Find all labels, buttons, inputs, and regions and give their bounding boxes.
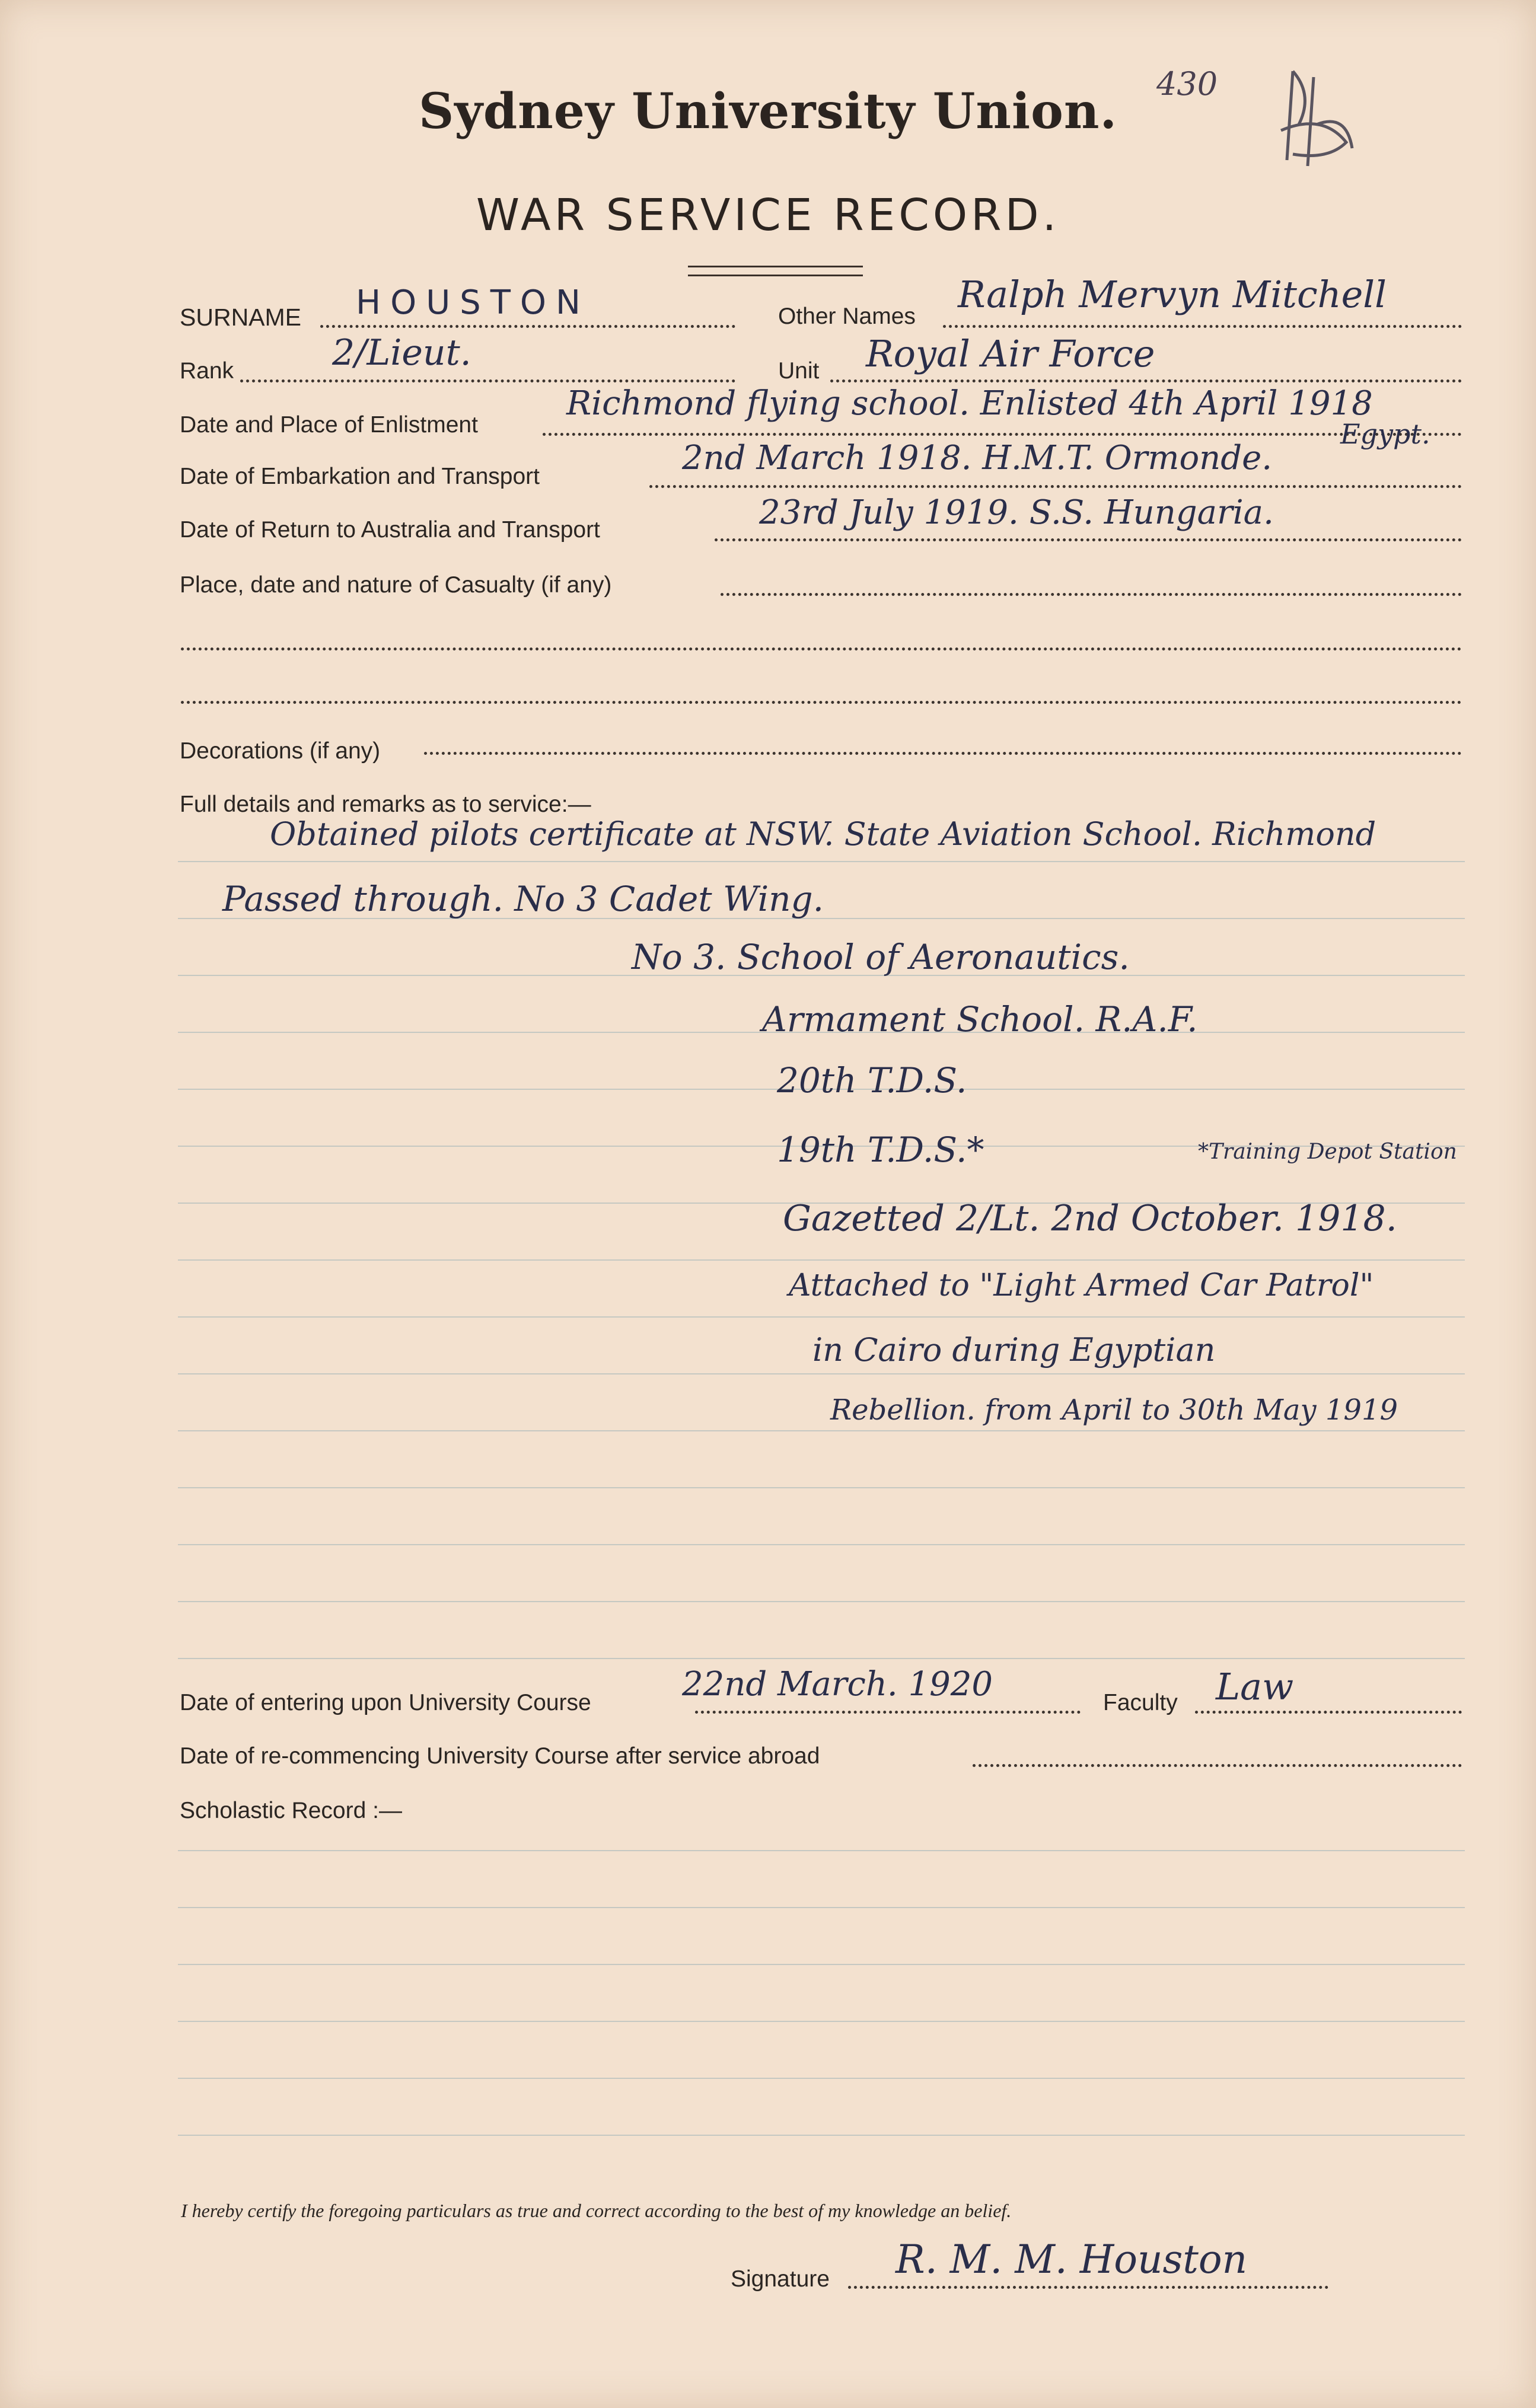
enlistment-value: Richmond flying school. Enlisted 4th April 1918: [566, 384, 1373, 423]
title-rule: [688, 266, 863, 276]
remarks-line: Armament School. R.A.F.: [762, 999, 1198, 1039]
university-course-label: Date of entering upon University Course: [180, 1690, 591, 1715]
ruled-line: [178, 1316, 1465, 1318]
casualty-label: Place, date and nature of Casualty (if any): [180, 572, 612, 598]
ruled-line: [178, 1964, 1465, 1965]
rank-label: Rank: [180, 358, 234, 384]
remarks-line: 19th T.D.S.*: [777, 1130, 984, 1170]
remarks-line: Obtained pilots certificate at NSW. State Aviation School. Richmond: [270, 815, 1376, 853]
other-names-line: [943, 325, 1462, 328]
decorations-line: [424, 752, 1462, 755]
ruled-line: [178, 1601, 1465, 1602]
monogram-mark: [1257, 59, 1364, 178]
rank-value: 2/Lieut.: [332, 332, 471, 374]
remarks-line: Gazetted 2/Lt. 2nd October. 1918.: [783, 1198, 1397, 1239]
scholastic-label: Scholastic Record :—: [180, 1798, 402, 1823]
unit-label: Unit: [778, 358, 820, 384]
unit-value: Royal Air Force: [866, 332, 1155, 375]
recommencing-line: [973, 1764, 1462, 1767]
surname-value: HOUSTON: [356, 283, 590, 322]
casualty-line: [721, 593, 1462, 596]
rank-line: [240, 379, 735, 382]
casualty-line-3: [181, 701, 1462, 704]
certification-statement: I hereby certify the foregoing particulars as true and correct according to the best of my knowledge an belief.: [181, 2200, 1012, 2221]
ruled-line: [178, 2135, 1465, 2136]
ruled-line: [178, 1544, 1465, 1545]
unit-line: [830, 379, 1462, 382]
university-course-value: 22nd March. 1920: [682, 1665, 993, 1704]
casualty-line-2: [181, 648, 1462, 650]
other-names-value: Ralph Mervyn Mitchell: [958, 273, 1387, 316]
remarks-footnote: *Training Depot Station: [1198, 1140, 1457, 1164]
ruled-line: [178, 2078, 1465, 2079]
university-course-line: [695, 1711, 1081, 1714]
ruled-line: [178, 1373, 1465, 1374]
remarks-line: No 3. School of Aeronautics.: [632, 937, 1130, 977]
remarks-line: in Cairo during Egyptian: [812, 1331, 1216, 1369]
embarkation-value: 2nd March 1918. H.M.T. Ormonde.: [682, 439, 1273, 477]
faculty-label: Faculty: [1103, 1690, 1178, 1715]
enlistment-label: Date and Place of Enlistment: [180, 412, 478, 438]
ruled-line: [178, 2021, 1465, 2022]
surname-line: [320, 325, 735, 328]
ruled-line: [178, 1259, 1465, 1261]
remarks-line: Rebellion. from April to 30th May 1919: [830, 1393, 1398, 1427]
other-names-label: Other Names: [778, 304, 916, 329]
return-line: [715, 538, 1462, 541]
reference-number: 430: [1156, 65, 1218, 103]
faculty-line: [1195, 1711, 1462, 1714]
decorations-label: Decorations (if any): [180, 738, 381, 764]
faculty-value: Law: [1216, 1665, 1294, 1708]
recommencing-label: Date of re-commencing University Course after service abroad: [180, 1743, 820, 1769]
embarkation-line: [649, 485, 1462, 488]
ruled-line: [178, 1907, 1465, 1908]
return-label: Date of Return to Australia and Transport: [180, 517, 600, 543]
ruled-line: [178, 861, 1465, 862]
return-value: 23rd July 1919. S.S. Hungaria.: [759, 493, 1274, 532]
signature-line: [848, 2286, 1328, 2289]
enlistment-line: [543, 433, 1462, 436]
signature-value: R. M. M. Houston: [896, 2237, 1248, 2282]
embarkation-annotation: Egypt.: [1340, 418, 1430, 450]
ruled-line: [178, 1850, 1465, 1851]
ruled-line: [178, 1487, 1465, 1488]
union-title: Sydney University Union.: [418, 83, 1117, 140]
ruled-line: [178, 1430, 1465, 1431]
surname-label: SURNAME: [180, 304, 302, 331]
remarks-label: Full details and remarks as to service:—: [180, 792, 591, 817]
remarks-line: 20th T.D.S.: [777, 1060, 967, 1101]
remarks-line: Attached to "Light Armed Car Patrol": [789, 1268, 1374, 1303]
signature-label: Signature: [731, 2266, 830, 2292]
embarkation-label: Date of Embarkation and Transport: [180, 464, 540, 489]
remarks-line: Passed through. No 3 Cadet Wing.: [222, 879, 824, 919]
ruled-line: [178, 1658, 1465, 1659]
record-title: WAR SERVICE RECORD.: [476, 190, 1060, 241]
